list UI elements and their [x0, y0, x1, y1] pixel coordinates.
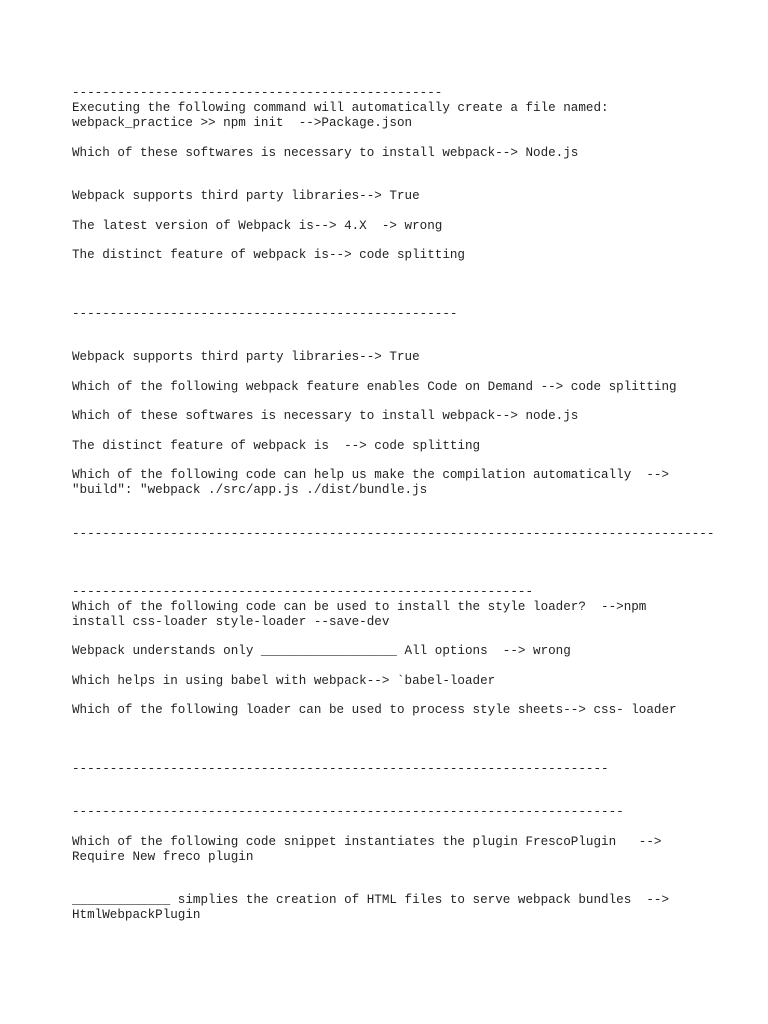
question-line: Which of these softwares is necessary to install webpack--> Node.js	[72, 146, 579, 160]
question-line: Webpack supports third party libraries--> True	[72, 189, 420, 203]
answer-line: webpack_practice >> npm init -->Package.json	[72, 116, 413, 130]
question-line: Which of the following code snippet instantiates the plugin FrescoPlugin -->	[72, 835, 662, 849]
question-line: _____________ simplies the creation of HTML files to serve webpack bundles -->	[72, 893, 670, 907]
question-line: Which of these softwares is necessary to install webpack--> node.js	[72, 409, 579, 423]
answer-line: HtmlWebpackPlugin	[72, 908, 201, 922]
question-line: The distinct feature of webpack is --> code splitting	[72, 439, 481, 453]
question-line: Webpack understands only __________________ All options --> wrong	[72, 644, 571, 658]
separator-line: -------------------------------------------------------------------------	[72, 805, 624, 819]
answer-line: install css-loader style-loader --save-dev	[72, 615, 390, 629]
question-line: Which of the following code can be used to install the style loader? -->npm	[72, 600, 647, 614]
question-line: The distinct feature of webpack is--> code splitting	[72, 248, 465, 262]
separator-line: -----------------------------------------------------------------------	[72, 762, 609, 776]
answer-line: Require New freco plugin	[72, 850, 254, 864]
answer-line: "build": "webpack ./src/app.js ./dist/bundle.js	[72, 483, 428, 497]
separator-line: -------------------------------------------------------------------------------------	[72, 527, 715, 541]
separator-line: ---------------------------------------------------	[72, 307, 458, 321]
question-line: Which of the following code can help us make the compilation automatically -->	[72, 468, 670, 482]
question-line: Which of the following loader can be used to process style sheets--> css- loader	[72, 703, 677, 717]
question-line: Which helps in using babel with webpack--> `babel-loader	[72, 674, 496, 688]
separator-line: -------------------------------------------------	[72, 86, 443, 100]
separator-line: -------------------------------------------------------------	[72, 585, 534, 599]
question-line: The latest version of Webpack is--> 4.X -> wrong	[72, 219, 443, 233]
question-line: Executing the following command will automatically create a file named:	[72, 101, 609, 115]
question-line: Which of the following webpack feature enables Code on Demand --> code splitting	[72, 380, 677, 394]
question-line: Webpack supports third party libraries--> True	[72, 350, 420, 364]
